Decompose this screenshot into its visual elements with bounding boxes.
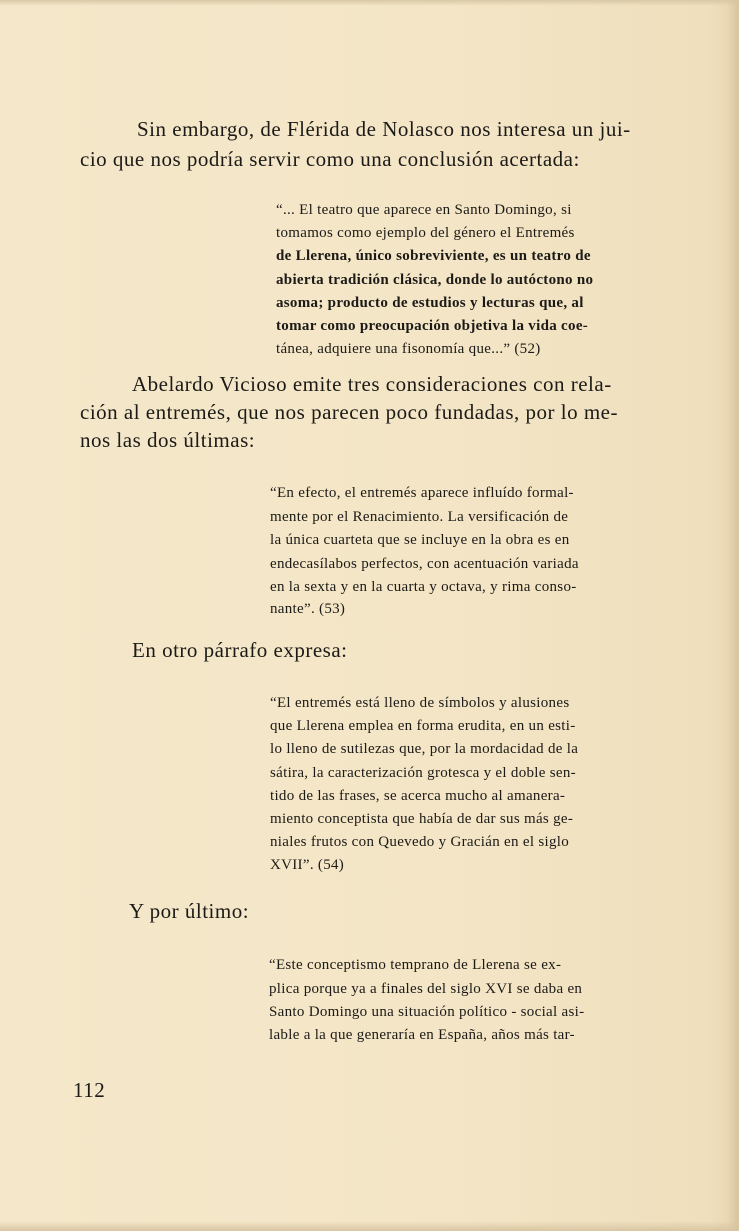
text-line: En otro párrafo expresa: — [132, 638, 348, 662]
quote-line: XVII”. (54) — [270, 857, 345, 873]
page-bottom-edge — [0, 1221, 739, 1231]
quote-line: tomamos como ejemplo del género el Entremés — [276, 225, 575, 241]
text-line: ción al entremés, que nos parecen poco fundadas, por lo me- — [80, 400, 618, 424]
quote-line: niales frutos con Quevedo y Gracián en el siglo — [270, 834, 570, 850]
quote-line: Santo Domingo una situación político - social asi- — [269, 1004, 585, 1020]
quote-line: plica porque ya a finales del siglo XVI se daba en — [269, 981, 583, 997]
quote-line: la única cuarteta que se incluye en la obra es en — [270, 532, 570, 548]
text-line: cio que nos podría servir como una conclusión acertada: — [80, 147, 580, 171]
quote-line: “Este conceptismo temprano de Llerena se ex- — [269, 957, 562, 973]
quote-line: de Llerena, único sobreviviente, es un teatro de — [276, 248, 591, 264]
quote-line: “En efecto, el entremés aparece influído formal- — [270, 485, 574, 501]
quote-line: tido de las frases, se acerca mucho al amanera- — [270, 788, 566, 804]
page-number: 112 — [73, 1078, 106, 1102]
quote-line: en la sexta y en la cuarta y octava, y rima conso- — [270, 579, 577, 595]
quote-line: tomar como preocupación objetiva la vida coe- — [276, 318, 589, 334]
quote-line: miento conceptista que había de dar sus más ge- — [270, 811, 574, 827]
text-line: Y por último: — [129, 899, 250, 923]
quote-line: abierta tradición clásica, donde lo autóctono no — [276, 272, 594, 288]
quote-line: asoma; producto de estudios y lecturas que, al — [276, 295, 584, 311]
quote-line: endecasílabos perfectos, con acentuación variada — [270, 556, 579, 572]
text-line: Abelardo Vicioso emite tres consideraciones con rela- — [132, 372, 612, 396]
text-line: Sin embargo, de Flérida de Nolasco nos interesa un jui- — [137, 117, 631, 141]
page-top-edge — [0, 0, 739, 6]
text-line: nos las dos últimas: — [80, 428, 256, 452]
quote-line: lo lleno de sutilezas que, por la mordacidad de la — [270, 741, 579, 757]
quote-line: mente por el Renacimiento. La versificación de — [270, 509, 569, 525]
quote-line: que Llerena emplea en forma erudita, en un esti- — [270, 718, 576, 734]
quote-line: tánea, adquiere una fisonomía que...” (52) — [276, 341, 541, 357]
quote-line: sátira, la caracterización grotesca y el doble sen- — [270, 765, 576, 781]
quote-line: lable a la que generaría en España, años más tar- — [269, 1027, 575, 1043]
quote-line: nante”. (53) — [270, 601, 346, 617]
quote-line: “El entremés está lleno de símbolos y alusiones — [270, 695, 570, 711]
quote-line: “... El teatro que aparece en Santo Domingo, si — [276, 202, 572, 218]
page-right-edge — [727, 0, 739, 1231]
